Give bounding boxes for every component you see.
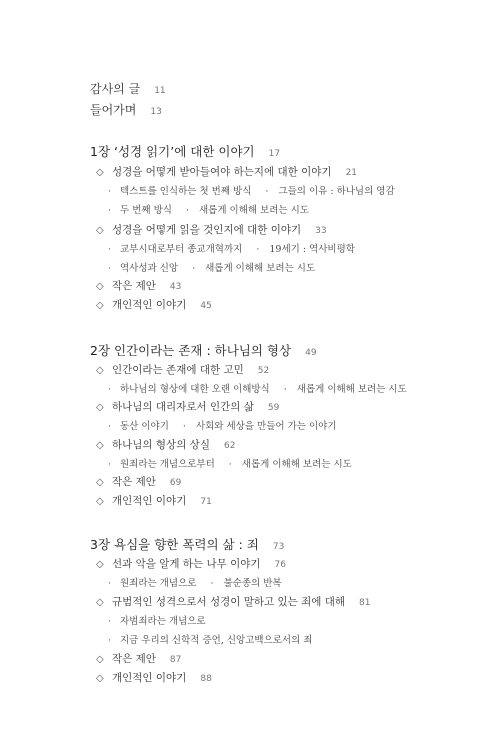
page-number: 62	[223, 441, 236, 451]
toc-entry-introduction[interactable]	[90, 101, 162, 118]
section-title: 규범적인 성격으로서 성경이 말하고 있는 죄에 대해	[112, 596, 346, 608]
diamond-outline-icon: ◇	[96, 477, 104, 488]
toc-subitems	[108, 183, 395, 197]
diamond-outline-icon: ◇	[96, 402, 104, 413]
toc-section[interactable]	[96, 651, 181, 666]
bullet-icon: ·	[265, 186, 269, 197]
section-title: 개인적인 이야기	[112, 672, 187, 684]
page-number: 69	[169, 478, 182, 488]
diamond-outline-icon: ◇	[96, 496, 104, 507]
diamond-outline-icon: ◇	[96, 167, 104, 178]
diamond-outline-icon: ◇	[96, 654, 104, 665]
toc-section[interactable]	[96, 493, 212, 508]
subitem: 지금 우리의 신학적 증언, 신앙고백으로서의 죄	[120, 635, 313, 646]
section-title: 인간이라는 존재에 대한 고민	[112, 364, 244, 376]
subitem: 두 번째 방식	[120, 205, 172, 216]
toc-subitems	[108, 202, 309, 216]
subitem: 새롭게 이해해 보려는 시도	[205, 263, 316, 274]
page-number: 43	[169, 282, 182, 292]
toc-subitems	[108, 632, 312, 646]
section-title: 선과 악을 알게 하는 나무 이야기	[112, 558, 261, 570]
section-title: 작은 제안	[112, 653, 156, 665]
toc-section[interactable]	[96, 556, 286, 571]
toc-subitems	[108, 575, 282, 589]
toc-section[interactable]	[96, 164, 357, 179]
bullet-icon: ·	[283, 384, 287, 395]
toc-section[interactable]	[96, 278, 181, 293]
page-number: 45	[200, 301, 212, 311]
chapter-title: 2장 인간이라는 존재 : 하나님의 형상	[90, 343, 292, 358]
bullet-icon: ·	[108, 263, 112, 274]
page-number: 71	[200, 497, 212, 507]
entry-title: 들어가며	[90, 103, 137, 117]
toc-subitems	[108, 381, 407, 395]
page-number: 59	[267, 403, 280, 413]
subitem: 교부시대로부터 종교개혁까지	[120, 244, 243, 255]
bullet-icon: ·	[108, 244, 112, 255]
bullet-icon: ·	[256, 244, 260, 255]
toc-section[interactable]	[96, 297, 212, 312]
diamond-outline-icon: ◇	[96, 440, 104, 451]
toc-section[interactable]	[96, 670, 212, 685]
page-number: 81	[359, 598, 371, 608]
toc-entry-acknowledgements[interactable]	[90, 80, 166, 97]
toc-subitems	[108, 613, 206, 627]
toc-section[interactable]	[96, 474, 181, 489]
subitem: 새롭게 이해해 보려는 시도	[241, 459, 352, 470]
page-number: 21	[345, 168, 358, 178]
subitem: 원죄라는 개념으로부터	[120, 459, 215, 470]
toc-subitems	[108, 456, 352, 470]
page-number: 49	[305, 348, 317, 358]
bullet-icon: ·	[108, 616, 112, 627]
bullet-icon: ·	[228, 459, 232, 470]
subitem: 19세기 : 역사비평학	[269, 244, 355, 255]
page-number: 88	[200, 674, 212, 684]
section-title: 개인적인 이야기	[112, 299, 187, 311]
bullet-icon: ·	[210, 578, 214, 589]
bullet-icon: ·	[108, 205, 112, 216]
bullet-icon: ·	[108, 384, 112, 395]
diamond-outline-icon: ◇	[96, 559, 104, 570]
page-number: 13	[150, 107, 162, 117]
diamond-outline-icon: ◇	[96, 597, 104, 608]
bullet-icon: ·	[108, 421, 112, 432]
toc-subitems	[108, 241, 355, 255]
subitem: 사회와 세상을 만들어 가는 이야기	[195, 421, 337, 432]
toc-section[interactable]	[96, 594, 370, 609]
bullet-icon: ·	[108, 578, 112, 589]
toc-section[interactable]	[96, 437, 235, 452]
bullet-icon: ·	[108, 186, 112, 197]
subitem: 불순종의 반복	[223, 578, 282, 589]
page-number: 17	[268, 149, 281, 159]
toc-subitems	[108, 418, 337, 432]
subitem: 새롭게 이해해 보려는 시도	[198, 205, 309, 216]
chapter-title: 1장 ‘성경 읽기’에 대한 이야기	[90, 144, 255, 159]
page-number: 76	[274, 560, 286, 570]
section-title: 하나님의 형상의 상실	[112, 439, 210, 451]
page-number: 33	[315, 226, 327, 236]
subitem: 텍스트를 인식하는 첫 번째 방식	[120, 186, 252, 197]
diamond-outline-icon: ◇	[96, 281, 104, 292]
subitem: 자범죄라는 개념으로	[120, 616, 206, 627]
section-title: 작은 제안	[112, 476, 156, 488]
diamond-outline-icon: ◇	[96, 225, 104, 236]
section-title: 하나님의 대리자로서 인간의 삶	[112, 401, 254, 413]
bullet-icon: ·	[182, 421, 186, 432]
diamond-outline-icon: ◇	[96, 365, 104, 376]
diamond-outline-icon: ◇	[96, 300, 104, 311]
page-number: 11	[154, 86, 166, 96]
section-title: 성경을 어떻게 읽을 것인지에 대한 이야기	[112, 224, 302, 236]
bullet-icon: ·	[192, 263, 196, 274]
page-number: 52	[257, 366, 270, 376]
subitem: 동산 이야기	[120, 421, 169, 432]
bullet-icon: ·	[108, 459, 112, 470]
subitem: 그들의 이유 : 하나님의 영감	[278, 186, 395, 197]
bullet-icon: ·	[108, 635, 112, 646]
page-number: 73	[272, 542, 285, 552]
chapter-title: 3장 욕심을 향한 폭력의 삶 : 죄	[90, 537, 259, 552]
toc-section[interactable]	[96, 222, 327, 237]
subitem: 역사성과 신앙	[120, 263, 179, 274]
toc-subitems	[108, 260, 315, 274]
subitem: 원죄라는 개념으로	[120, 578, 197, 589]
chapter-2-heading[interactable]	[90, 341, 317, 359]
toc-section[interactable]	[96, 399, 279, 414]
entry-title: 감사의 글	[90, 82, 141, 96]
bullet-icon: ·	[185, 205, 189, 216]
subitem: 새롭게 이해해 보려는 시도	[296, 384, 407, 395]
section-title: 개인적인 이야기	[112, 495, 187, 507]
diamond-outline-icon: ◇	[96, 673, 104, 684]
toc-section[interactable]	[96, 362, 269, 377]
chapter-3-heading[interactable]	[90, 535, 284, 553]
section-title: 성경을 어떻게 받아들여야 하는지에 대한 이야기	[112, 166, 332, 178]
subitem: 하나님의 형상에 대한 오랜 이해방식	[120, 384, 270, 395]
section-title: 작은 제안	[112, 280, 156, 292]
page-number: 87	[169, 655, 182, 665]
chapter-1-heading[interactable]	[90, 142, 280, 160]
